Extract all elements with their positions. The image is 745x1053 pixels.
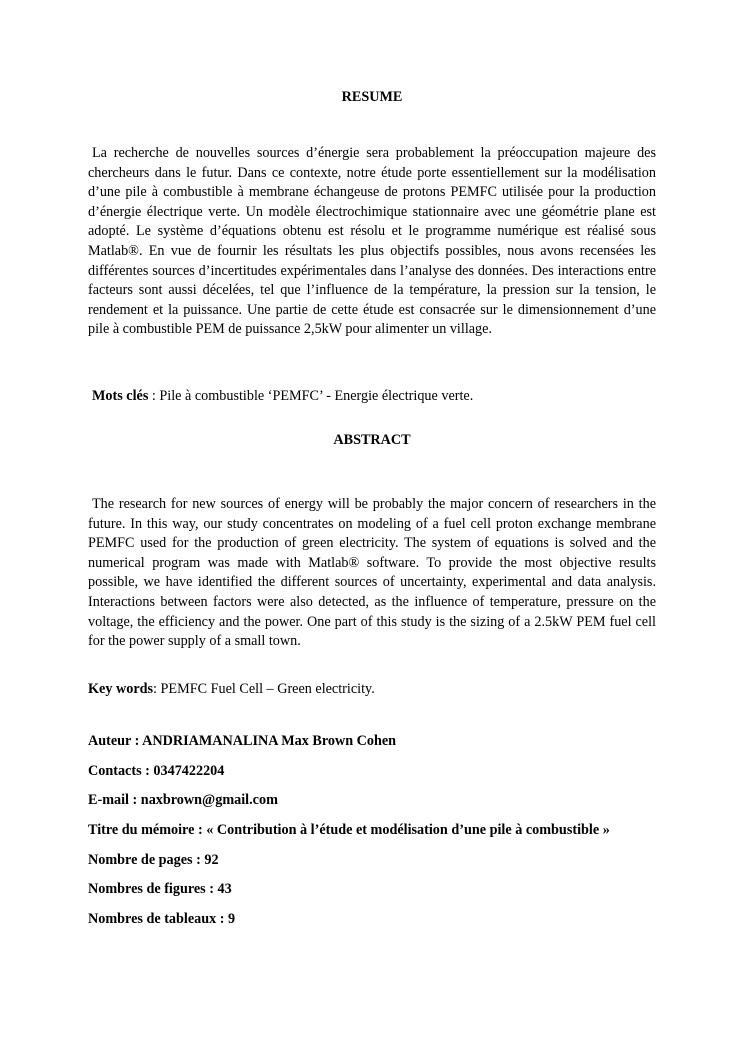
abstract-keywords-label: Key words — [88, 681, 154, 697]
email-line: E-mail : naxbrown@gmail.com — [88, 792, 278, 808]
resume-keywords-label: Mots clés — [92, 388, 149, 404]
thesis-title-line: Titre du mémoire : « Contribution à l’étude et modélisation d’une pile à combustible » — [88, 822, 610, 838]
author-line: Auteur : ANDRIAMANALINA Max Brown Cohen — [88, 733, 397, 749]
abstract-keywords-value: : PEMFC Fuel Cell – Green electricity. — [153, 681, 375, 697]
resume-keywords-value: : Pile à combustible ‘PEMFC’ - Energie électrique verte. — [148, 388, 474, 404]
abstract-body: The research for new sources of energy will be probably the major concern of researchers in the future. In this way, our study concentrates on modeling of a fuel cell proton exchange membrane PEMFC used for the production of green electricity. The system of equations is solved and the numerical program was made with Matlab® software. To provide the most objective results possible, we have identified the different sources of uncertainty, experimental and data analysis. Interactions between factors were also detected, as the influence of temperature, pressure on the voltage, the efficiency and the power. One part of this study is the sizing of a 2.5kW PEM fuel cell for the power supply of a small town. — [88, 496, 656, 650]
figures-count-line: Nombres de figures : 43 — [88, 881, 232, 897]
resume-keywords — [92, 388, 660, 405]
contacts-line: Contacts : 0347422204 — [88, 763, 225, 779]
abstract-keywords — [88, 681, 656, 698]
tables-count-line: Nombres de tableaux : 9 — [88, 911, 236, 927]
resume-title: RESUME — [341, 89, 403, 105]
abstract-title: ABSTRACT — [333, 432, 411, 448]
pages-count-line: Nombre de pages : 92 — [88, 852, 219, 868]
resume-body: La recherche de nouvelles sources d’énergie sera probablement la préoccupation majeure des chercheurs dans le futur. Dans ce contexte, notre étude porte essentiellement sur la modélisation d’une pile à combustible à membrane échangeuse de protons PEMFC utilisée pour la production d’énergie électrique verte. Un modèle électrochimique stationnaire avec une géométrie plane est adopté. Le système d’équations obtenu est résolu et le programme numérique est réalisé sous Matlab®. En vue de fournir les résultats les plus objectifs possibles, nous avons recensées les différentes sources d’incertitudes expérimentales dans l’analyse des données. Des interactions entre facteurs sont aussi décelées, tel que l’influence de la température, la pression sur la tension, le rendement et la puissance. Une partie de cette étude est consacrée sur le dimensionnement d’une pile à combustible PEM de puissance 2,5kW pour alimenter un village. — [88, 145, 656, 338]
